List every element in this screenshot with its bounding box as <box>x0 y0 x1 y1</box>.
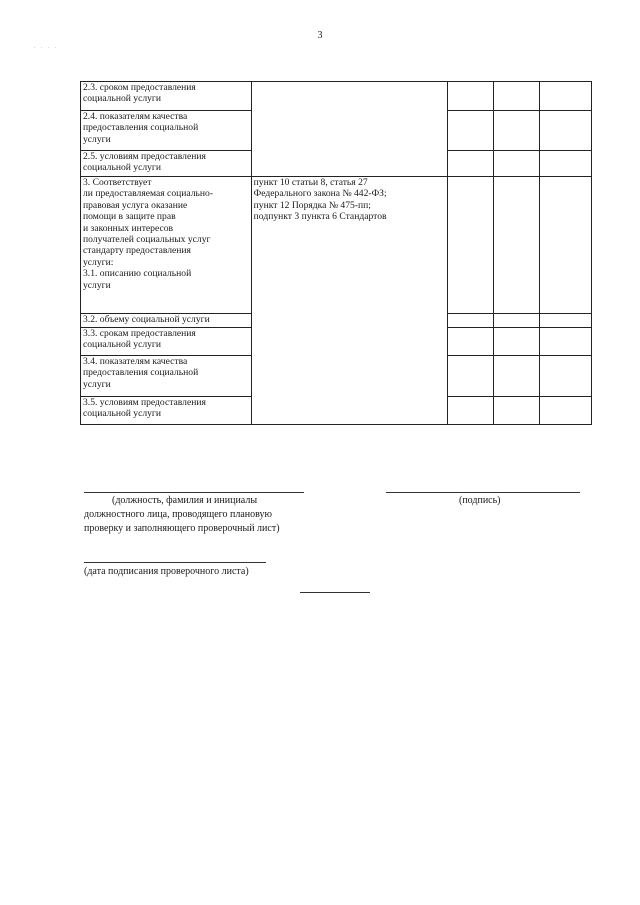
date-signature-line[interactable] <box>84 562 266 563</box>
criterion-cell: 2.5. условиям предоставления социальной услуги <box>81 151 252 177</box>
requisites-cell <box>251 82 447 177</box>
signature-caption: (подпись) <box>459 495 501 506</box>
criterion-cell: 3.3. срокам предоставления социальной услуги <box>81 328 252 356</box>
answer-no-cell[interactable] <box>493 314 539 328</box>
answer-no-cell[interactable] <box>493 111 539 151</box>
signature-line[interactable] <box>386 492 580 493</box>
answer-yes-cell[interactable] <box>447 356 493 397</box>
criterion-cell: 3.5. условиям предоставления социальной услуги <box>81 397 252 425</box>
answer-na-cell[interactable] <box>539 397 591 425</box>
requisites-cell: пункт 10 статьи 8, статья 27 Федерального закона № 442-ФЗ; пункт 12 Порядка № 475-пп; подпункт 3 пункта 6 Стандартов <box>251 177 447 425</box>
answer-na-cell[interactable] <box>539 177 591 314</box>
scan-specks: . . . . <box>34 44 59 50</box>
criterion-cell: 3. Соответствует ли предоставляемая социально- правовая услуга оказание помощи в защите прав и законных интересов получателей социальных услуг стандарту предоставления услуги: 3.1. описанию социальной услуги <box>81 177 252 314</box>
answer-no-cell[interactable] <box>493 356 539 397</box>
criterion-cell: 3.4. показателям качества предоставления социальной услуги <box>81 356 252 397</box>
position-caption: (должность, фамилия и инициалы должностного лица, проводящего плановую проверку и заполняющего проверочный лист) <box>84 495 280 534</box>
table-row <box>81 177 592 314</box>
answer-na-cell[interactable] <box>539 314 591 328</box>
answer-na-cell[interactable] <box>539 111 591 151</box>
position-signature-line[interactable] <box>84 492 304 493</box>
criterion-cell: 3.2. объему социальной услуги <box>81 314 252 328</box>
answer-na-cell[interactable] <box>539 151 591 177</box>
table-row <box>81 82 592 111</box>
date-caption: (дата подписания проверочного листа) <box>84 566 249 577</box>
answer-na-cell[interactable] <box>539 82 591 111</box>
answer-na-cell[interactable] <box>539 356 591 397</box>
answer-no-cell[interactable] <box>493 328 539 356</box>
page-number: 3 <box>317 30 323 41</box>
criterion-cell: 2.3. сроком предоставления социальной услуги <box>81 82 252 111</box>
answer-yes-cell[interactable] <box>447 82 493 111</box>
answer-yes-cell[interactable] <box>447 397 493 425</box>
answer-no-cell[interactable] <box>493 397 539 425</box>
answer-yes-cell[interactable] <box>447 314 493 328</box>
answer-yes-cell[interactable] <box>447 111 493 151</box>
answer-na-cell[interactable] <box>539 328 591 356</box>
answer-yes-cell[interactable] <box>447 328 493 356</box>
criterion-cell: 2.4. показателям качества предоставления социальной услуги <box>81 111 252 151</box>
answer-no-cell[interactable] <box>493 151 539 177</box>
answer-yes-cell[interactable] <box>447 177 493 314</box>
answer-yes-cell[interactable] <box>447 151 493 177</box>
checklist-table <box>80 81 592 425</box>
closing-rule <box>300 592 370 593</box>
answer-no-cell[interactable] <box>493 82 539 111</box>
answer-no-cell[interactable] <box>493 177 539 314</box>
